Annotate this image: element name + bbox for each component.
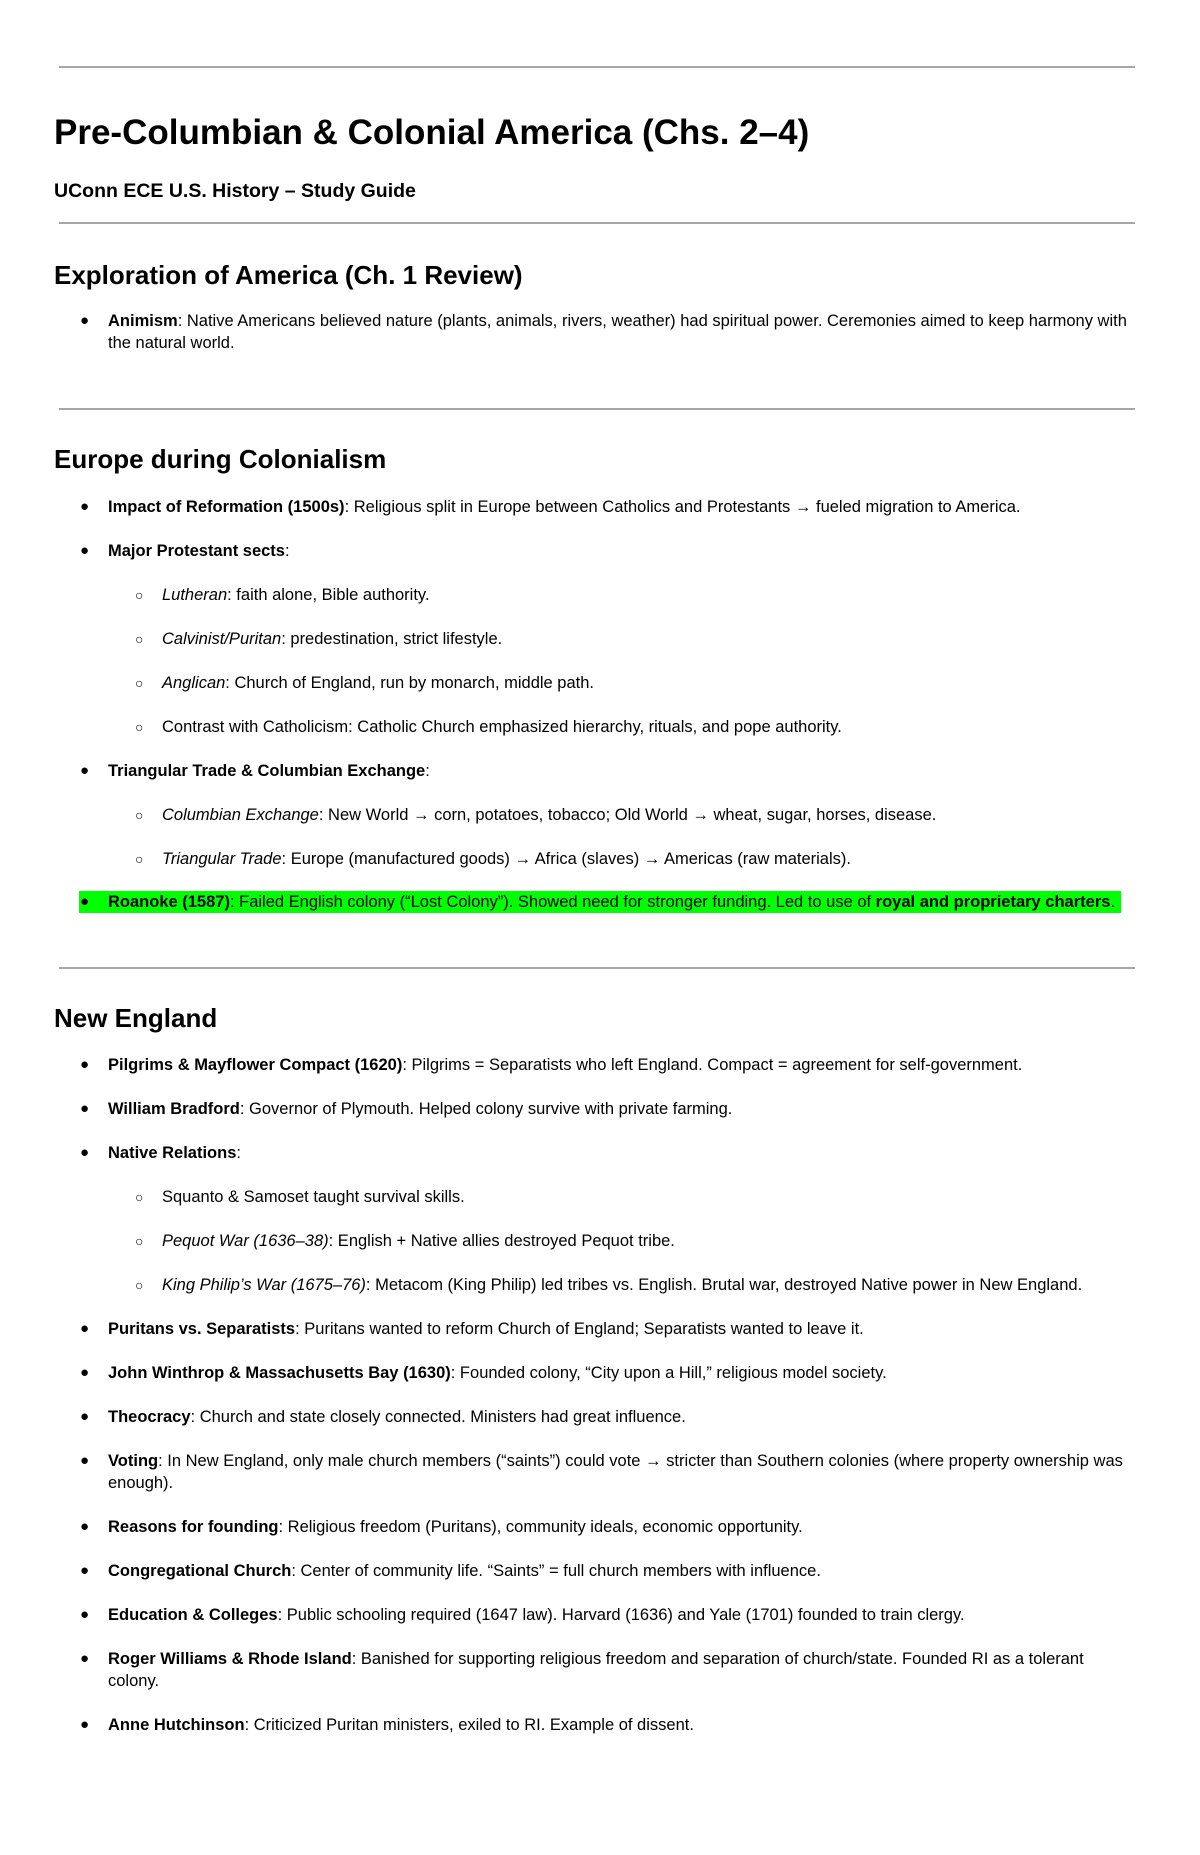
term: Lutheran — [162, 586, 228, 604]
description: : Church of England, run by monarch, middle path. — [225, 674, 595, 692]
term: King Philip’s War (1675–76) — [162, 1276, 366, 1294]
list-item-winthrop — [108, 1362, 1138, 1384]
page-title: Pre-Columbian & Colonial America (Chs. 2–4) — [54, 113, 810, 152]
bullet-icon: ● — [80, 893, 90, 910]
term: Anglican — [162, 674, 226, 692]
term: Major Protestant sects — [108, 542, 285, 560]
description: : Native Americans believed nature (plants, animals, rivers, weather) had spiritual power. Ceremonies aimed to keep harmony with — [177, 312, 1127, 330]
bullet-icon: ● — [80, 312, 90, 329]
list-item-native-relations — [108, 1142, 1138, 1164]
description: : Governor of Plymouth. Helped colony survive with private farming. — [239, 1100, 733, 1118]
section-heading-new-england: New England — [54, 1003, 218, 1033]
list-item-voting — [108, 1450, 1138, 1472]
description: : — [284, 542, 290, 560]
bullet-icon: ● — [80, 1716, 90, 1733]
term: Columbian Exchange — [162, 806, 319, 824]
sub-bullet-icon: ○ — [135, 631, 144, 647]
list-item-animism — [108, 310, 1138, 332]
sub-bullet-icon: ○ — [135, 719, 144, 735]
term: Congregational Church — [108, 1562, 292, 1580]
sub-item-king-philip — [162, 1274, 1138, 1296]
bullet-icon: ● — [80, 1320, 90, 1337]
description: the natural world. — [108, 334, 235, 352]
description: : Banished for supporting religious freedom and separation of church/state. Founded RI as a tolerant — [351, 1650, 1084, 1668]
horizontal-rule — [59, 66, 1135, 68]
page-subtitle: UConn ECE U.S. History – Study Guide — [54, 180, 416, 202]
section-heading-europe: Europe during Colonialism — [54, 444, 387, 474]
term: Pilgrims & Mayflower Compact (1620) — [108, 1056, 403, 1074]
period: . — [1110, 893, 1116, 911]
list-item-reformation — [108, 496, 1138, 518]
list-item-roanoke — [108, 891, 1138, 913]
bullet-icon: ● — [80, 542, 90, 559]
list-item-founding — [108, 1516, 1138, 1538]
horizontal-rule — [59, 967, 1135, 969]
list-item-theocracy — [108, 1406, 1138, 1428]
list-item-bradford — [108, 1098, 1138, 1120]
description: : Criticized Puritan ministers, exiled to RI. Example of dissent. — [244, 1716, 694, 1734]
list-item-trade — [108, 760, 1138, 782]
term: Native Relations — [108, 1144, 237, 1162]
description: : Center of community life. “Saints” = full church members with influence. — [291, 1562, 821, 1580]
bullet-icon: ● — [80, 1518, 90, 1535]
term: Puritans vs. Separatists — [108, 1320, 296, 1338]
bullet-icon: ● — [80, 1056, 90, 1073]
term: Animism — [108, 312, 178, 330]
term: Triangular Trade & Columbian Exchange — [108, 762, 426, 780]
sub-bullet-icon: ○ — [135, 1233, 144, 1249]
list-item-roger-williams — [108, 1648, 1138, 1670]
term: Pequot War (1636–38) — [162, 1232, 329, 1250]
list-item-voting-continued: enough). — [108, 1474, 174, 1492]
bullet-icon: ● — [80, 1144, 90, 1161]
list-item-congregational — [108, 1560, 1138, 1582]
bullet-icon: ● — [80, 1650, 90, 1667]
sub-bullet-icon: ○ — [135, 675, 144, 691]
term: William Bradford — [108, 1100, 240, 1118]
description: : predestination, strict lifestyle. — [281, 630, 503, 648]
sub-item-triangular — [162, 848, 1138, 870]
list-item-puritans — [108, 1318, 1138, 1340]
term: Theocracy — [108, 1408, 191, 1426]
bullet-icon: ● — [80, 1364, 90, 1381]
description: : Europe (manufactured goods) → Africa (slaves) → Americas (raw materials). — [281, 850, 851, 868]
term: Anne Hutchinson — [108, 1716, 245, 1734]
list-item-roger-williams-continued: colony. — [108, 1672, 160, 1690]
description: : — [236, 1144, 241, 1162]
description: : New World → corn, potatoes, tobacco; Old World → wheat, sugar, horses, disease. — [318, 806, 937, 824]
list-item-pilgrims — [108, 1054, 1138, 1076]
description: : Failed English colony (“Lost Colony”). Showed need for stronger funding. Led to use of — [229, 893, 876, 911]
term: Voting — [108, 1452, 159, 1470]
horizontal-rule — [59, 222, 1135, 224]
term: Impact of Reformation (1500s) — [108, 498, 345, 516]
description: : English + Native allies destroyed Pequot tribe. — [328, 1232, 675, 1250]
sub-item-calvinist — [162, 628, 1138, 650]
sub-item-columbian — [162, 804, 1138, 826]
description: : Public schooling required (1647 law). Harvard (1636) and Yale (1701) founded to train clergy. — [277, 1606, 965, 1624]
description: : Pilgrims = Separatists who left England. Compact = agreement for self-government. — [402, 1056, 1023, 1074]
list-item-sects — [108, 540, 1138, 562]
sub-bullet-icon: ○ — [135, 587, 144, 603]
bullet-icon: ● — [80, 1452, 90, 1469]
description: : — [425, 762, 430, 780]
description: : In New England, only male church members (“saints”) could vote → stricter than Southern colonies (where property ownership was — [158, 1452, 1123, 1470]
charters-term: royal and proprietary charters — [875, 893, 1111, 911]
sub-bullet-icon: ○ — [135, 807, 144, 823]
sub-item-contrast: Contrast with Catholicism: Catholic Church emphasized hierarchy, rituals, and pope authority. — [162, 718, 842, 736]
bullet-icon: ● — [80, 1606, 90, 1623]
list-item-hutchinson — [108, 1714, 1138, 1736]
sub-bullet-icon: ○ — [135, 1189, 144, 1205]
description: : Church and state closely connected. Ministers had great influence. — [190, 1408, 686, 1426]
description: : Religious freedom (Puritans), community ideals, economic opportunity. — [278, 1518, 803, 1536]
horizontal-rule — [59, 408, 1135, 410]
term: Roger Williams & Rhode Island — [108, 1650, 352, 1668]
sub-item-squanto: Squanto & Samoset taught survival skills. — [162, 1188, 465, 1206]
description: : Founded colony, “City upon a Hill,” religious model society. — [450, 1364, 887, 1382]
sub-item-anglican — [162, 672, 1138, 694]
sub-item-pequot — [162, 1230, 1138, 1252]
list-item-education — [108, 1604, 1138, 1626]
description: : Puritans wanted to reform Church of England; Separatists wanted to leave it. — [295, 1320, 864, 1338]
term: Triangular Trade — [162, 850, 282, 868]
term: Calvinist/Puritan — [162, 630, 282, 648]
bullet-icon: ● — [80, 498, 90, 515]
description: : Metacom (King Philip) led tribes vs. English. Brutal war, destroyed Native power in New England. — [365, 1276, 1083, 1294]
list-item-animism-continued — [108, 332, 1138, 354]
bullet-icon: ● — [80, 1562, 90, 1579]
bullet-icon: ● — [80, 1408, 90, 1425]
sub-bullet-icon: ○ — [135, 1277, 144, 1293]
term: Reasons for founding — [108, 1518, 279, 1536]
term: Education & Colleges — [108, 1606, 278, 1624]
term: John Winthrop & Massachusetts Bay (1630) — [108, 1364, 451, 1382]
sub-bullet-icon: ○ — [135, 851, 144, 867]
sub-item-lutheran — [162, 584, 1138, 606]
term: Roanoke (1587) — [108, 893, 230, 911]
description: : faith alone, Bible authority. — [227, 586, 430, 604]
section-heading-exploration: Exploration of America (Ch. 1 Review) — [54, 260, 523, 290]
bullet-icon: ● — [80, 1100, 90, 1117]
bullet-icon: ● — [80, 762, 90, 779]
description: : Religious split in Europe between Catholics and Protestants → fueled migration to America. — [344, 498, 1021, 516]
